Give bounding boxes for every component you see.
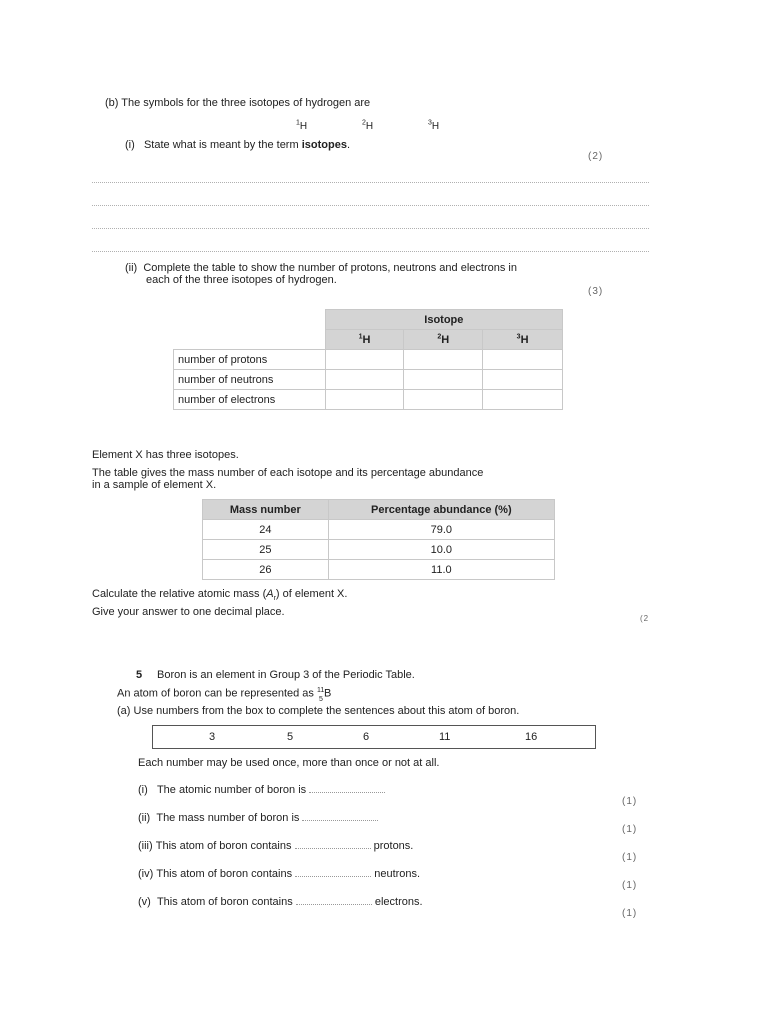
column-header-3H: $^3$H bbox=[483, 330, 563, 350]
marks-i: (1) bbox=[622, 796, 638, 807]
header-mass-number: Mass number bbox=[203, 500, 329, 520]
table-cell: 26 bbox=[203, 560, 329, 580]
answer-blank[interactable] bbox=[295, 868, 371, 877]
table-cell: 25 bbox=[203, 540, 329, 560]
table-cell: 10.0 bbox=[328, 540, 554, 560]
isotope-symbol-3: $^3$H bbox=[428, 119, 440, 132]
isotope-group-header: Isotope bbox=[325, 310, 562, 330]
marks-b-i: (2) bbox=[588, 151, 604, 162]
marks-iii: (1) bbox=[622, 852, 638, 863]
isotope-symbol-2: $^2$H bbox=[362, 119, 374, 132]
answer-cell[interactable] bbox=[483, 370, 563, 390]
answer-cell[interactable] bbox=[483, 390, 563, 410]
answer-cell[interactable] bbox=[325, 370, 404, 390]
row-label: number of electrons bbox=[174, 390, 326, 410]
row-label: number of protons bbox=[174, 350, 326, 370]
answer-cell[interactable] bbox=[404, 390, 483, 410]
element-x-line2b: in a sample of element X. bbox=[92, 479, 217, 491]
box-number: 16 bbox=[525, 731, 538, 743]
answer-line[interactable] bbox=[92, 182, 649, 183]
each-number-note: Each number may be used once, more than once or not at all. bbox=[138, 757, 440, 769]
q5-item-ii: (ii) The mass number of boron is bbox=[138, 812, 378, 825]
table-cell: 24 bbox=[203, 520, 329, 540]
answer-blank[interactable] bbox=[309, 784, 385, 793]
number-box bbox=[152, 725, 596, 749]
table-corner bbox=[174, 330, 326, 350]
box-number: 11 bbox=[439, 731, 451, 743]
question-b-ii-line2: each of the three isotopes of hydrogen. bbox=[146, 274, 337, 286]
question-b-ii: (ii) Complete the table to show the number of protons, neutrons and electrons in bbox=[125, 262, 517, 274]
table-cell: 11.0 bbox=[328, 560, 554, 580]
box-number: 6 bbox=[363, 731, 370, 743]
marks-b-ii: (3) bbox=[588, 286, 604, 297]
question-b-i: (i) State what is meant by the term isotopes. bbox=[125, 139, 350, 151]
boron-representation: An atom of boron can be represented as 11 5 B bbox=[117, 687, 332, 703]
marks-ii: (1) bbox=[622, 824, 638, 835]
column-header-2H: $^2$H bbox=[404, 330, 483, 350]
header-percentage: Percentage abundance (%) bbox=[328, 500, 554, 520]
row-label: number of neutrons bbox=[174, 370, 326, 390]
answer-cell[interactable] bbox=[483, 350, 563, 370]
q5-item-i: (i) The atomic number of boron is bbox=[138, 784, 385, 797]
q5-item-iii: (iii) This atom of boron contains protons. bbox=[138, 840, 414, 852]
element-x-line2a: The table gives the mass number of each isotope and its percentage abundance bbox=[92, 467, 484, 479]
decimal-instruction: Give your answer to one decimal place. bbox=[92, 606, 285, 618]
isotope-table bbox=[173, 309, 563, 410]
isotope-symbol-1: $^1$H bbox=[296, 119, 308, 132]
answer-line[interactable] bbox=[92, 251, 649, 252]
answer-cell[interactable] bbox=[325, 390, 404, 410]
answer-blank[interactable] bbox=[295, 840, 371, 849]
question-number: 5 bbox=[136, 669, 143, 681]
table-cell: 79.0 bbox=[328, 520, 554, 540]
answer-cell[interactable] bbox=[325, 350, 404, 370]
calculate-instruction: Calculate the relative atomic mass $(A_r)$ of element X. bbox=[92, 588, 348, 603]
answer-line[interactable] bbox=[92, 205, 649, 206]
element-x-intro: Element X has three isotopes. bbox=[92, 449, 239, 461]
column-header-1H: $^1$H bbox=[325, 330, 404, 350]
q5-item-iv: (iv) This atom of boron contains neutrons. bbox=[138, 868, 421, 880]
answer-blank[interactable] bbox=[296, 896, 372, 905]
abundance-table bbox=[202, 499, 555, 580]
answer-line[interactable] bbox=[92, 228, 649, 229]
answer-cell[interactable] bbox=[404, 370, 483, 390]
marks-iv: (1) bbox=[622, 880, 638, 891]
cut-off-marks: (2 bbox=[640, 614, 650, 623]
marks-v: (1) bbox=[622, 908, 638, 919]
part-b-intro: (b) The symbols for the three isotopes of hydrogen are bbox=[105, 97, 371, 109]
q5-intro: Boron is an element in Group 3 of the Periodic Table. bbox=[157, 669, 415, 681]
table-corner bbox=[174, 310, 326, 330]
box-number: 5 bbox=[287, 731, 294, 743]
box-number: 3 bbox=[209, 731, 216, 743]
answer-blank[interactable] bbox=[302, 812, 378, 821]
q5-item-v: (v) This atom of boron contains electrons. bbox=[138, 896, 423, 908]
answer-cell[interactable] bbox=[404, 350, 483, 370]
q5-part-a: (a) Use numbers from the box to complete the sentences about this atom of boron. bbox=[117, 705, 520, 717]
